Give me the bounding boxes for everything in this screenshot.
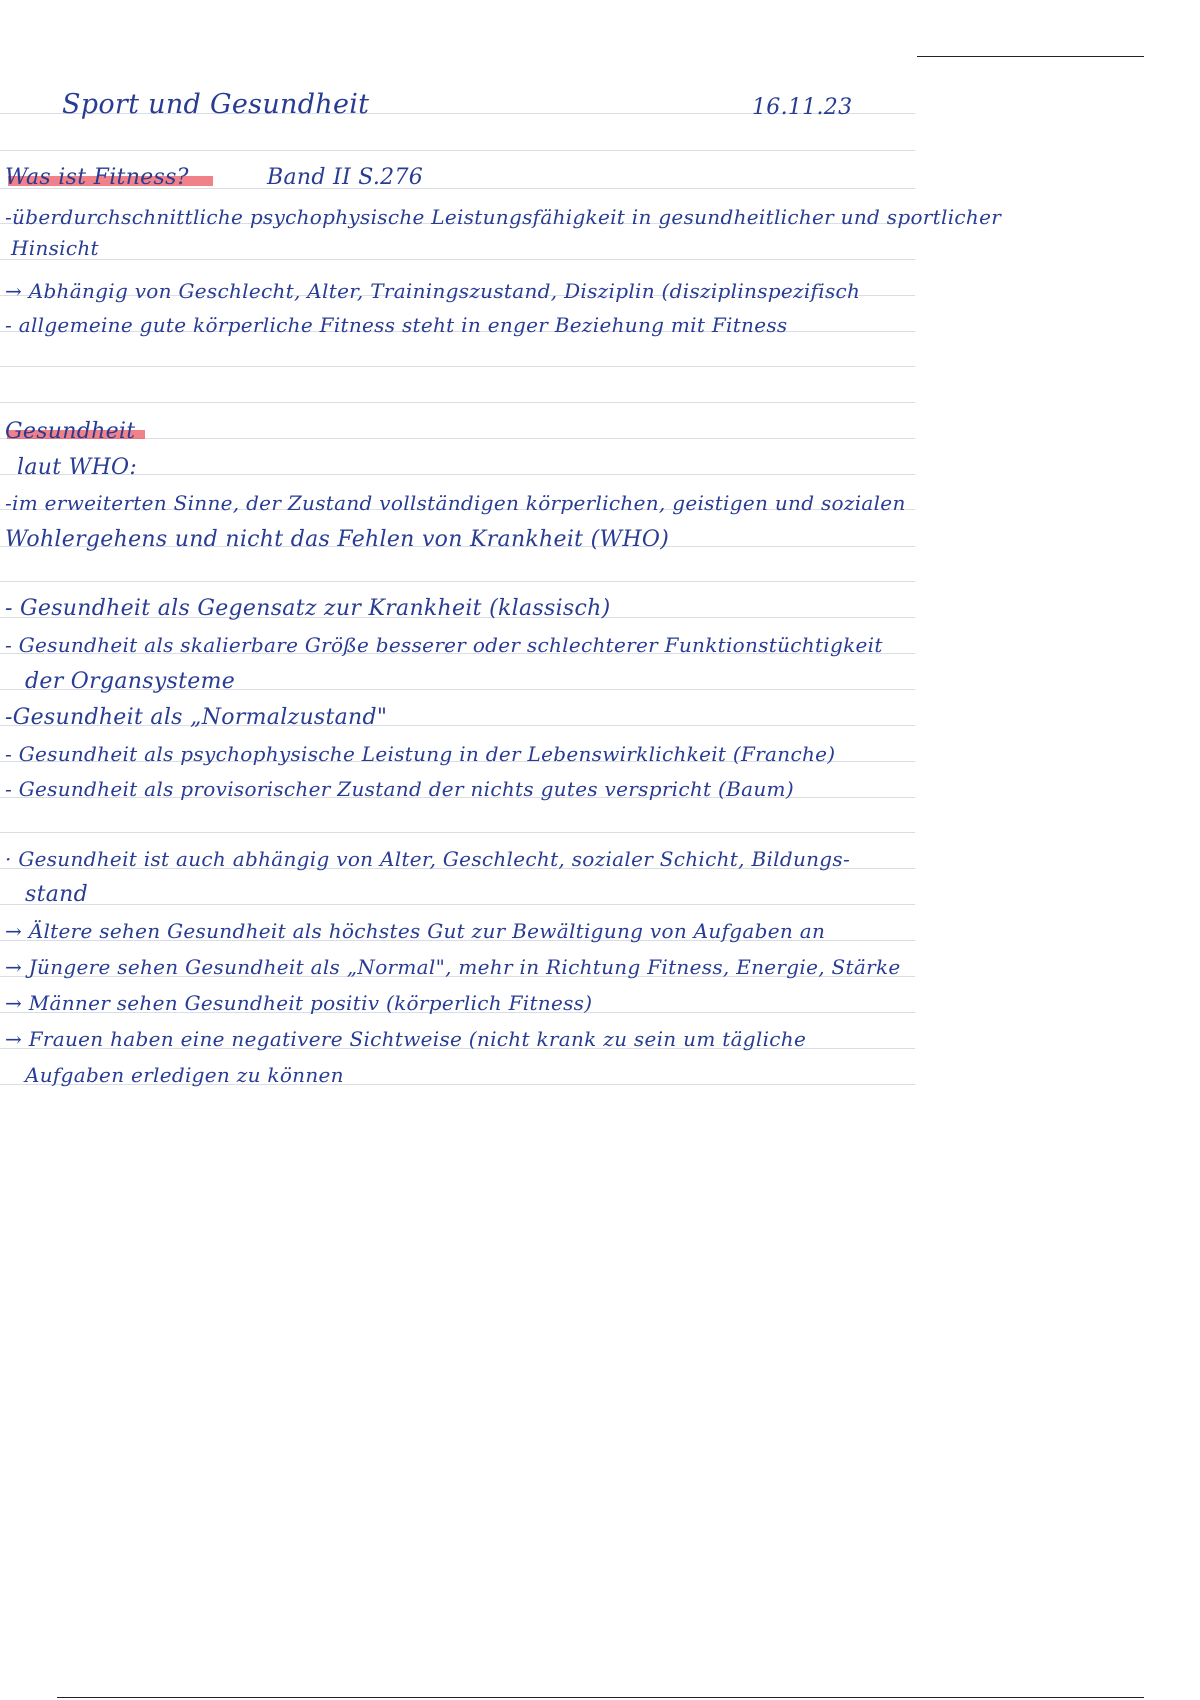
health-subheading: laut WHO: (17, 455, 138, 480)
health-definition-line: der Organsysteme (25, 669, 236, 694)
health-dependency-line: · Gesundheit ist auch abhängig von Alter, Geschlecht, sozialer Schicht, Bildungs- (5, 847, 851, 871)
health-dependency-line: → Ältere sehen Gesundheit als höchstes Gut zur Bewältigung von Aufgaben an (5, 919, 826, 943)
health-dependency-line: Aufgaben erledigen zu können (25, 1063, 344, 1087)
page-date: 16.11.23 (752, 95, 853, 120)
health-definition-line: -Gesundheit als „Normalzustand" (5, 705, 388, 730)
health-dependency-line: → Frauen haben eine negativere Sichtweise (nicht krank zu sein um tägliche (5, 1027, 807, 1051)
health-definition-line: - Gesundheit als skalierbare Größe besserer oder schlechterer Funktionstüchtigkeit (5, 633, 883, 657)
handwritten-note (5, 0, 1002, 1100)
fitness-line: Hinsicht (11, 236, 99, 260)
health-definition-line: - Gesundheit als provisorischer Zustand der nichts gutes verspricht (Baum) (5, 777, 794, 801)
health-who-line: -im erweiterten Sinne, der Zustand vollständigen körperlichen, geistigen und sozialen (5, 491, 906, 515)
page-bottom-rule (57, 1697, 1144, 1698)
health-definition-line: - Gesundheit als Gegensatz zur Krankheit (klassisch) (5, 596, 611, 621)
fitness-heading: Was ist Fitness? (5, 165, 189, 190)
page-title: Sport und Gesundheit (62, 89, 370, 120)
fitness-line: - allgemeine gute körperliche Fitness steht in enger Beziehung mit Fitness (5, 313, 788, 337)
fitness-reference: Band II S.276 (267, 165, 424, 190)
health-who-line: Wohlergehens und nicht das Fehlen von Krankheit (WHO) (5, 527, 670, 552)
health-heading: Gesundheit (5, 419, 136, 444)
page-top-rule (917, 56, 1144, 57)
health-dependency-line: stand (25, 882, 88, 907)
health-definition-line: - Gesundheit als psychophysische Leistung in der Lebenswirklichkeit (Franche) (5, 742, 836, 766)
health-dependency-line: → Jüngere sehen Gesundheit als „Normal", mehr in Richtung Fitness, Energie, Stärke (5, 955, 901, 979)
fitness-line: -überdurchschnittliche psychophysische Leistungsfähigkeit in gesundheitlicher und sportlicher (5, 205, 1002, 229)
health-dependency-line: → Männer sehen Gesundheit positiv (körperlich Fitness) (5, 991, 593, 1015)
fitness-line: → Abhängig von Geschlecht, Alter, Trainingszustand, Disziplin (disziplinspezifisch (5, 279, 861, 303)
